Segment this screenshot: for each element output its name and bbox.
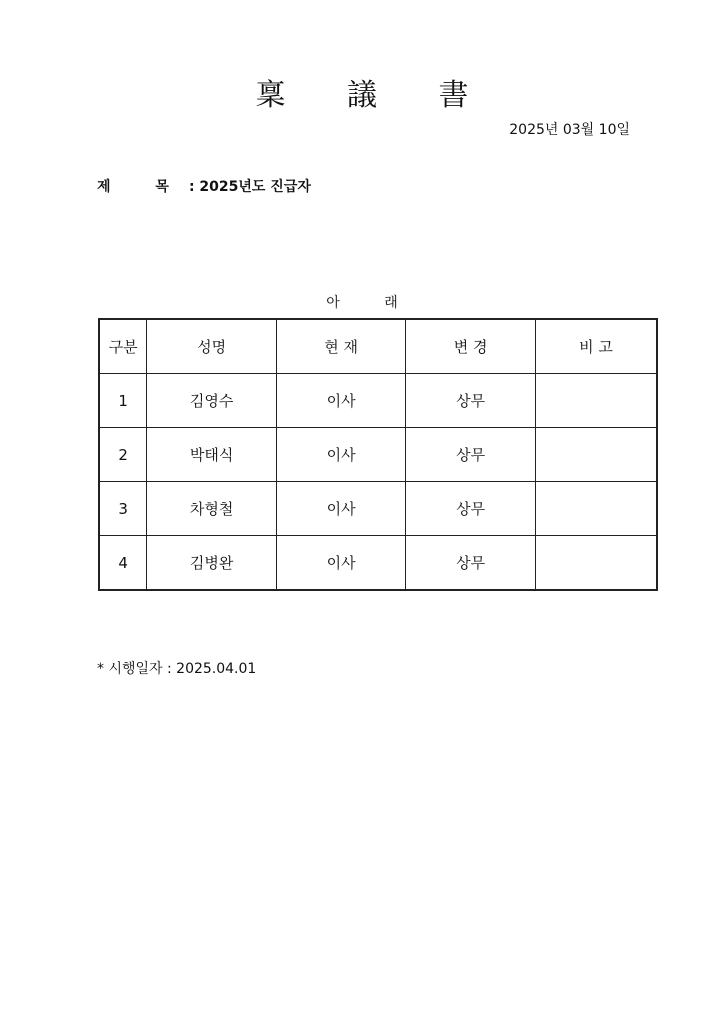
header-current: 현 재 <box>276 319 406 374</box>
subject-value: : 2025년도 진급자 <box>188 179 311 195</box>
cell-changed: 상무 <box>406 536 536 591</box>
cell-name: 김병완 <box>147 536 277 591</box>
section-label: 아 래 <box>326 295 418 311</box>
header-changed: 변 경 <box>406 319 536 374</box>
document-title: 稟 議 書 <box>255 78 495 113</box>
cell-note <box>535 374 657 428</box>
subject-label: 제 목 <box>97 179 189 195</box>
effective-date-note: * 시행일자 : 2025.04.01 <box>97 661 257 677</box>
table-row <box>99 482 657 536</box>
document-date: 2025년 03월 10일 <box>509 122 630 138</box>
table-row <box>99 374 657 428</box>
header-category: 구분 <box>99 319 147 374</box>
table-row <box>99 536 657 591</box>
cell-changed: 상무 <box>406 374 536 428</box>
cell-note <box>535 536 657 591</box>
promotion-table <box>98 318 658 591</box>
cell-no: 4 <box>99 536 147 591</box>
header-note: 비 고 <box>535 319 657 374</box>
cell-changed: 상무 <box>406 482 536 536</box>
cell-no: 1 <box>99 374 147 428</box>
cell-changed: 상무 <box>406 428 536 482</box>
cell-name: 박태식 <box>147 428 277 482</box>
table-header-row <box>99 319 657 374</box>
table-row <box>99 428 657 482</box>
cell-current: 이사 <box>276 482 406 536</box>
cell-note <box>535 428 657 482</box>
header-name: 성명 <box>147 319 277 374</box>
cell-current: 이사 <box>276 428 406 482</box>
cell-name: 김영수 <box>147 374 277 428</box>
cell-name: 차형철 <box>147 482 277 536</box>
cell-note <box>535 482 657 536</box>
cell-current: 이사 <box>276 536 406 591</box>
cell-current: 이사 <box>276 374 406 428</box>
cell-no: 2 <box>99 428 147 482</box>
subject-line <box>97 176 311 196</box>
cell-no: 3 <box>99 482 147 536</box>
